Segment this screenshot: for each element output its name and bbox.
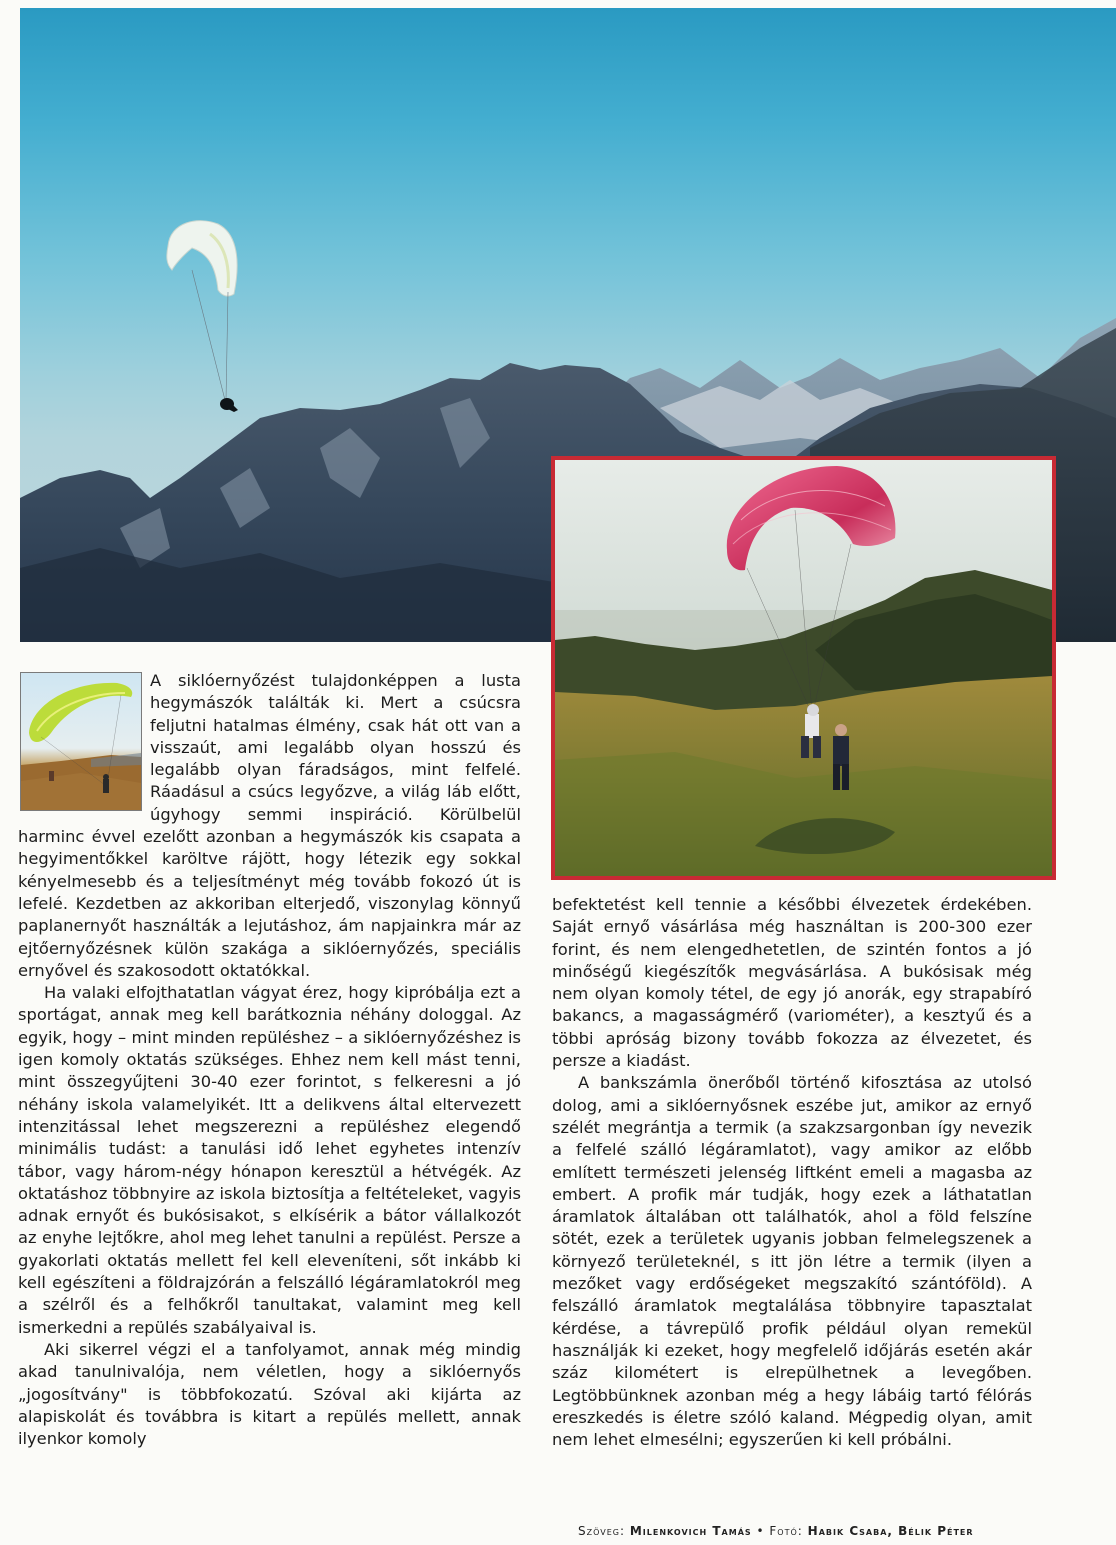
- paragraph-license: Aki sikerrel végzi el a tanfolyamot, annak még mindig akad tanulnivalója, nem véletlen, hogy a siklóernyős „jogosítvány" is többfokozatú. Szóval aki kijárta az alapiskolát és továbbra is kitart a repülés mellett, annak ilyenkor komoly: [18, 1339, 521, 1449]
- thumbnail-wrap-space: [18, 670, 150, 811]
- credits-text-label: Szöveg:: [578, 1524, 626, 1538]
- hillside-takeoff-illustration: [555, 460, 1052, 876]
- inset-photo: [555, 460, 1052, 876]
- paragraph-training: Ha valaki elfojthatatlan vágyat érez, hogy kipróbálja ezt a sportágat, annak meg kell barátkoznia néhány dologgal. Az egyik, hogy – mint minden repüléshez – a siklóernyőzéshez is igen komoly oktatás szükséges. Ehhez nem kell mást tenni, mint összegyűjteni 30-40 ezer forintot, s felkeresni a jó néhány iskola valamelyikét. Itt a delikvens által eltervezett intenzitással lehet megszerezni a repüléshez elegendő minimális tudást: a tanulási idő lehet egyhetes intenzív tábor, vagy három-négy hónapon keresztül a hétvégék. Az oktatáshoz többnyire az iskola biztosítja a feltételeket, vagyis adnak ernyőt és bukósisakot, s elkísérik a bátor vállalkozót az enyhe lejtőkre, ahol meg lehet tanulni a repülést. Persze a gyakorlati oktatás mellett fel kell eleveníteni, sőt inkább ki kell egészíteni a földrajzórán a felszálló légáramlatokról meg a szélről és a felhőkről tanultakat, valamint meg kell ismerkedni a repülés szabályaival is.: [18, 983, 521, 1337]
- paragraph-investment: befektetést kell tennie a későbbi élvezetek érdekében. Saját ernyő vásárlása még használtan is 200-300 ezer forint, és nem elengedhetetlen, de szintén fontos a jó minőségű kiegészítők megvásárlása. A bukósisak még nem olyan komoly tétel, de egy jó anorák, egy strapabíró bakancs, a magasságmérő (variométer), a kesztyű és a többi apróság bizony tovább fokozza az élvezetet, és persze a kiadást.: [552, 895, 1032, 1071]
- inset-photo-frame: [551, 456, 1056, 880]
- credits-photo-authors: Habik Csaba, Bélik Péter: [807, 1524, 974, 1538]
- credits-separator: •: [756, 1524, 765, 1538]
- pink-paraglider-canopy: [727, 466, 896, 570]
- white-paraglider-canopy: [167, 221, 237, 296]
- paragraph-thermals: A bankszámla önerőből történő kifosztása az utolsó dolog, ami a siklóernyősnek eszébe jut, amikor az ernyő szélét megrántja a termik (a szakzsargonban így nevezik a felfelé szálló légáramlatot), vagy amikor az előbb említett természeti jelenség liftként emeli a magasba az embert. A profik már tudják, hogy ezek a láthatatlan áramlatok általában ott találhatók, ahol a föld felszíne sötét, ezek a területek ugyanis jobban felmelegszenek a környező területeknél, s itt jön létre a termik (ilyen a mezőket vagy erdőségeket megszakító szántóföld). A felszálló áramlatok megtalálása többnyire tapasztalat kérdése, a távrepülő profik például olyan remekül használják ki ezeket, hogy megfelelő időjárás esetén akár száz kilométert is elrepülhetnek a levegőben. Legtöbbünknek azonban még a hegy lábáig tartó félórás ereszkedés is életre szóló kaland. Mégpedig olyan, amit nem lehet elmesélni; egyszerűen ki kell próbálni.: [552, 1073, 1032, 1450]
- paragraph-intro: A siklóernyőzést tulajdonképpen a lusta hegymászók találták ki. Mert a csúcsra feljutni hatalmas élmény, csak hát ott van a visszaút, ami legalább olyan hosszú és legalább olyan fáradságos, mint felfelé. Ráadásul a csúcs legyőzve, a világ láb előtt, úgyhogy semmi inspiráció. Körülbelül harminc évvel ezelőtt azonban a hegymászók kis csapata a hegyimentőkkel karöltve rájött, hogy létezik egy sokkal kényelmesebb és a teljesítményt még tovább fokozó út is lefelé. Kezdetben az akkoriban elterjedő, viszonylag könnyű paplanernyőt használták a lejutáshoz, ám napjainkra már az ejtőernyőzésnek külön szakága a siklóernyőzés, speciális ernyővel és szakosodott oktatókkal.: [18, 671, 521, 980]
- credits-line: [578, 1524, 1058, 1538]
- article-right-column: [552, 894, 1032, 1451]
- credits-photo-label: Fotó:: [769, 1524, 803, 1538]
- credits-text-author: Milenkovich Tamás: [629, 1524, 752, 1538]
- article-left-column: [18, 670, 521, 1450]
